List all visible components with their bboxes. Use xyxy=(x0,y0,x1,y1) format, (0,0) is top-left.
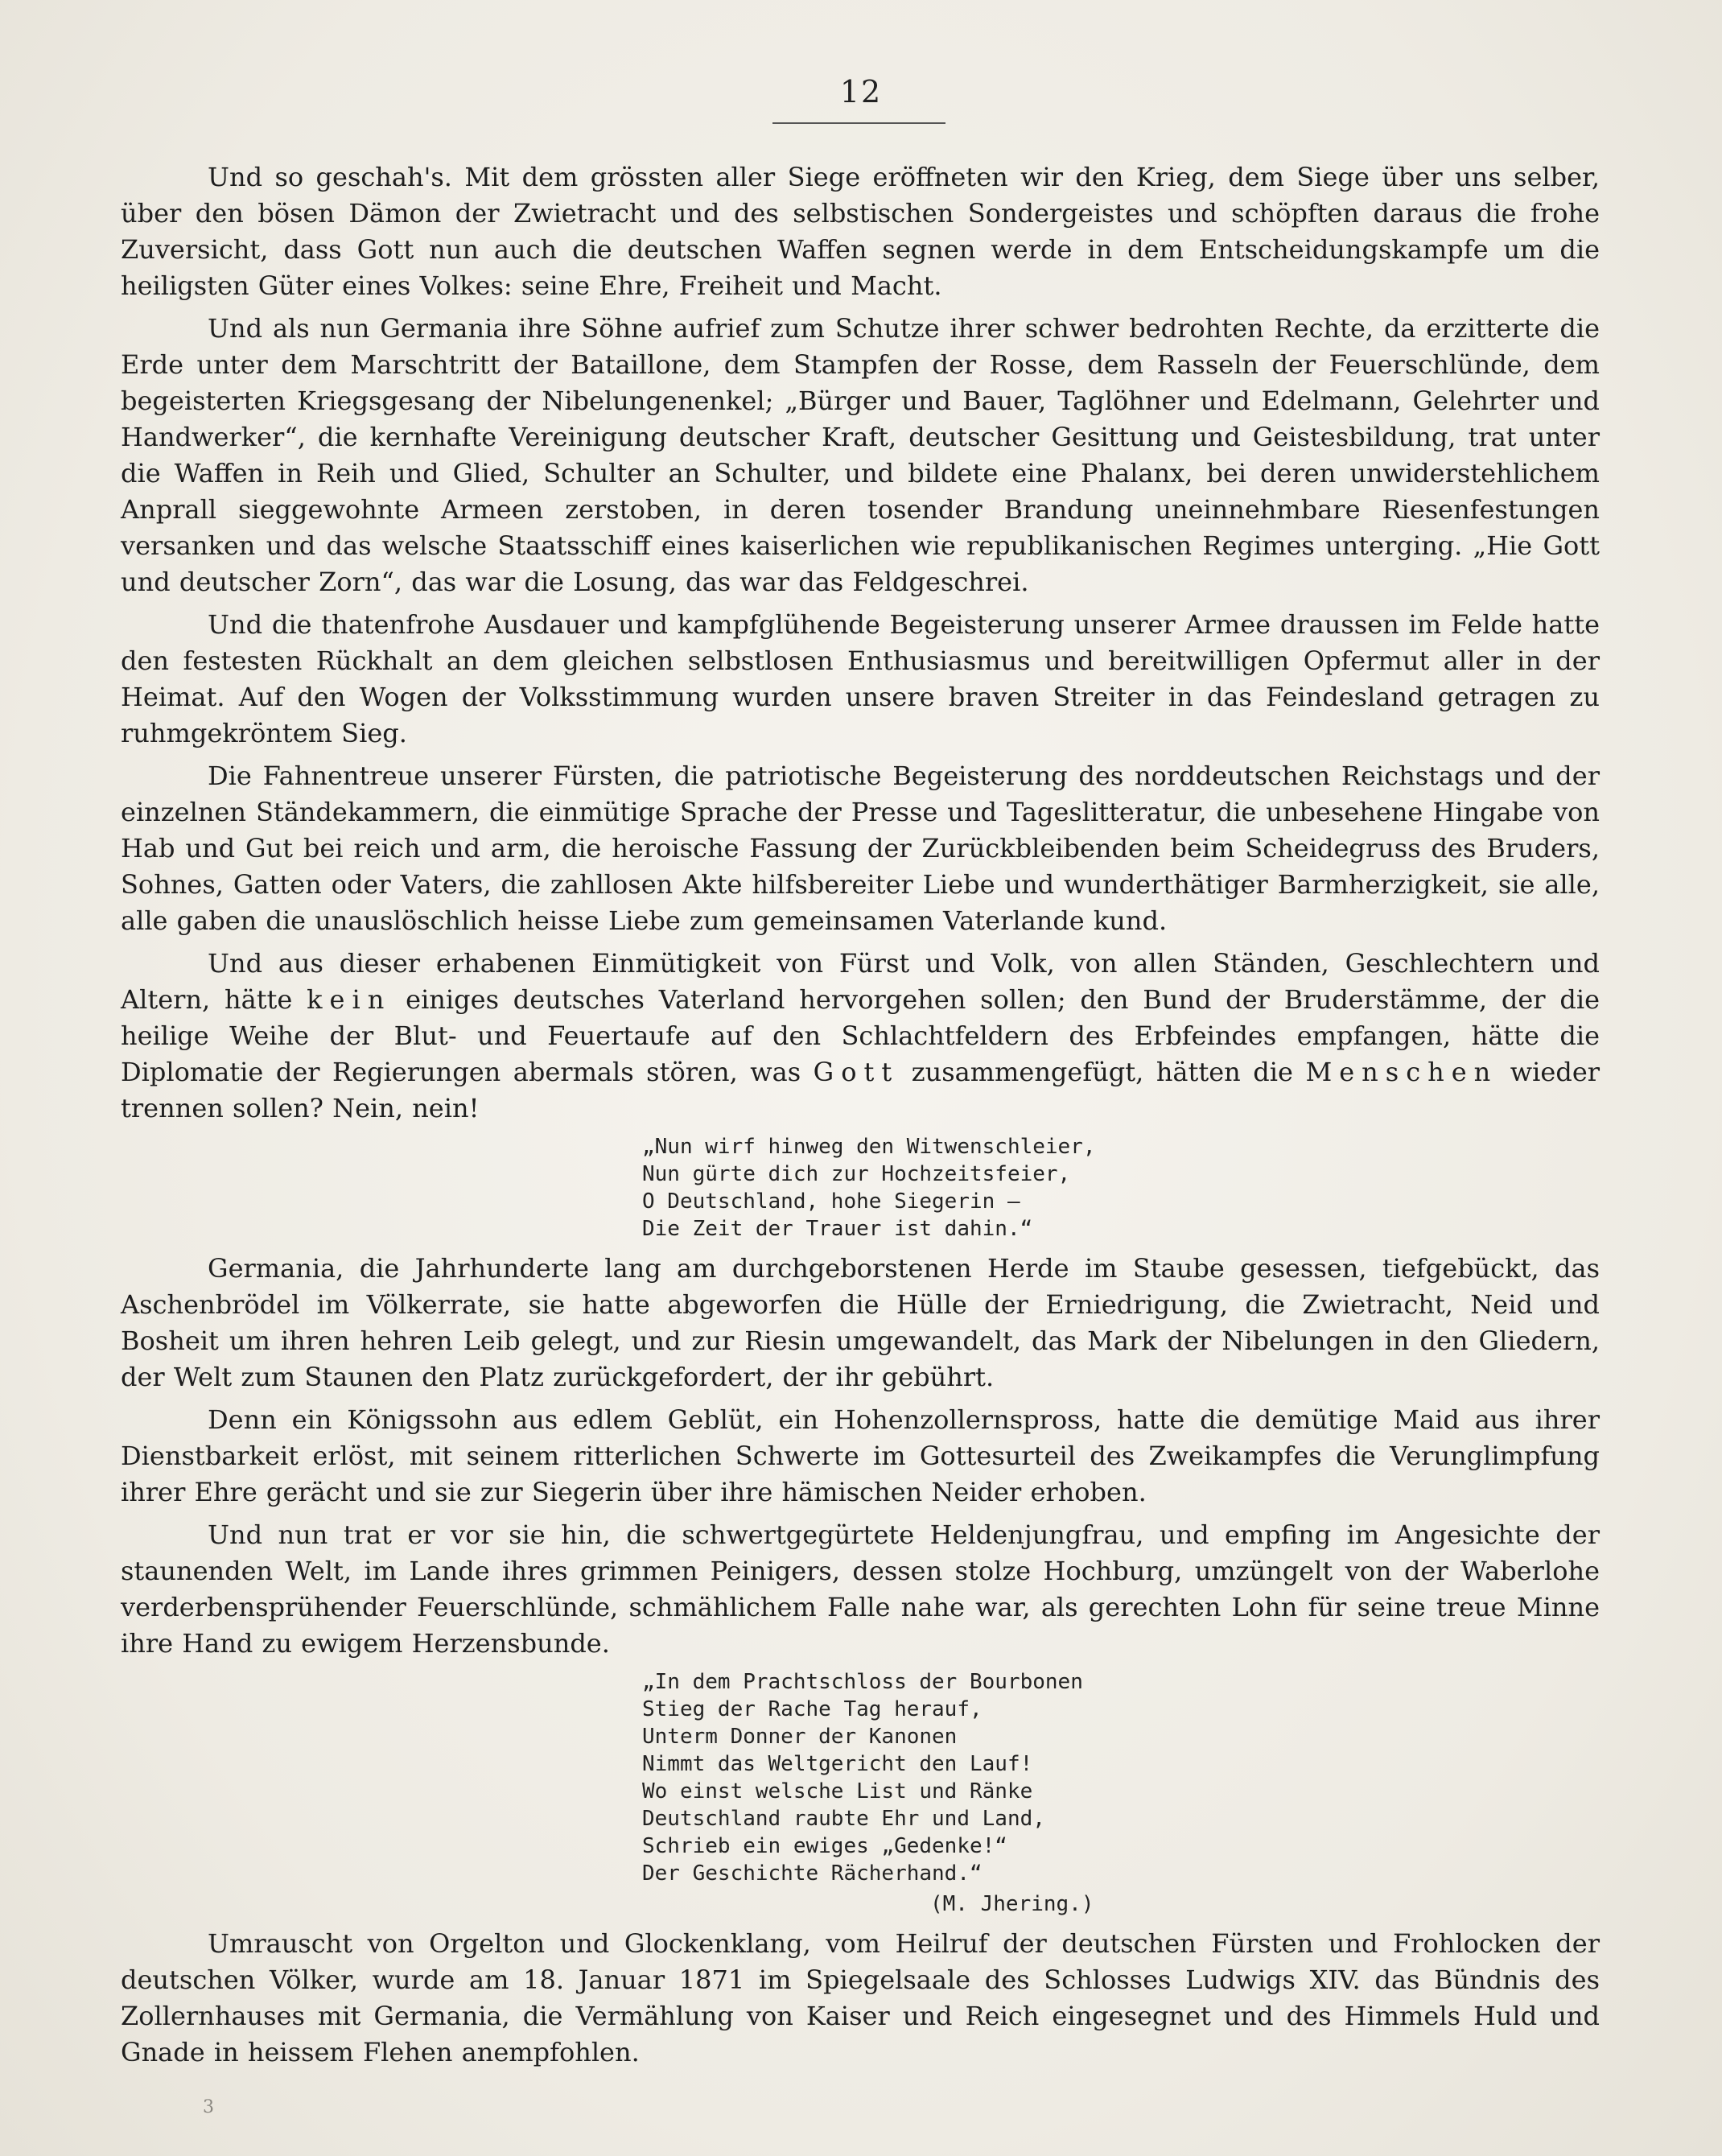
verse-2-line: „In dem Prachtschloss der Bourbonen xyxy=(642,1670,1083,1694)
emphasis-menschen: Menschen xyxy=(1305,1057,1498,1087)
verse-2-line: Nimmt das Weltgericht den Lauf! xyxy=(642,1752,1033,1776)
paragraph-5 xyxy=(121,946,1600,1127)
paragraph-9: Umrauscht von Orgelton und Glockenklang, vom Heilruf der deutschen Fürsten und Frohlocken der deutschen Völker, wurde am 18. Januar 1871 im Spiegelsaale des Schlosses Ludwigs XIV. das Bündnis des Zollernhauses mit Germania, die Vermählung von Kaiser und Reich eingesegnet und des Himmels Huld und Gnade in heissem Flehen anempfohlen. xyxy=(121,1928,1600,2067)
paragraph-5-part-b: einiges deutsches Vaterland hervorgehen sollen; den Bund der Bruderstämme, der die heilige Weihe der Blut- und Feuertaufe auf den Schlachtfeldern des Erbfeindes empfangen, hätte die Diplomatie der Regierungen abermals stören, was xyxy=(121,984,1600,1087)
paragraph-4: Die Fahnentreue unserer Fürsten, die patriotische Begeisterung des norddeutschen Reichstags und der einzelnen Ständekammern, die einmütige Sprache der Presse und Tageslitteratur, die unbesehene Hingabe von Hab und Gut bei reich und arm, die heroische Fassung der Zurückbleibenden beim Scheidegruss des Bruders, Sohnes, Gatten oder Vaters, die zahllosen Akte hilfsbereiter Liebe und wunderthätiger Barmherzigkeit, sie alle, alle gaben die unauslöschlich heisse Liebe zum gemeinsamen Vaterlande kund. xyxy=(121,761,1600,936)
paragraph-2: Und als nun Germania ihre Söhne aufrief zum Schutze ihrer schwer bedrohten Rechte, da erzitterte die Erde unter dem Marschtritt der Bataillone, dem Stampfen der Rosse, dem Rasseln der Feuerschlünde, dem begeisterten Kriegsgesang der Nibelungenenkel; „Bürger und Bauer, Taglöhner und Edelmann, Gelehrter und Handwerker“, die kernhafte Vereinigung deutscher Kraft, deutscher Gesittung und Geistesbildung, trat unter die Waffen in Reih und Glied, Schulter an Schulter, und bildete eine Phalanx, bei deren unwiderstehlichem Anprall sieggewohnte Armeen zerstoben, in deren tosender Brandung uneinnehmbare Riesenfestungen versanken und das welsche Staatsschiff eines kaiserlichen wie republikanischen Regimes unterging. „Hie Gott und deutscher Zorn“, das war die Losung, das war das Feldgeschrei. xyxy=(121,313,1600,597)
verse-1-line: Die Zeit der Trauer ist dahin.“ xyxy=(642,1217,1033,1241)
paragraph-6: Germania, die Jahrhunderte lang am durchgeborstenen Herde im Staube gesessen, tiefgebückt, das Aschenbrödel im Völkerrate, sie hatte abgeworfen die Hülle der Erniedrigung, die Zwietracht, Neid und Bosheit um ihren hehren Leib gelegt, und zur Riesin umgewandelt, das Mark der Nibelungen in den Gliedern, der Welt zum Staunen den Platz zurückgefordert, der ihr gebührt. xyxy=(121,1253,1600,1392)
paragraph-8: Und nun trat er vor sie hin, die schwertgegürtete Heldenjungfrau, und empfing im Angesichte der staunenden Welt, im Lande ihres grimmen Peinigers, dessen stolze Hochburg, umzüngelt von der Waberlohe verderbensprühender Feuerschlünde, schmählichem Falle nahe war, als gerechten Lohn für seine treue Minne ihre Hand zu ewigem Herzensbunde. xyxy=(121,1519,1600,1659)
verse-1-line: Nun gürte dich zur Hochzeitsfeier, xyxy=(642,1162,1071,1186)
page-number: 12 xyxy=(839,74,883,109)
paragraph-7: Denn ein Königssohn aus edlem Geblüt, ein Hohenzollernspross, hatte die demütige Maid aus ihrer Dienstbarkeit erlöst, mit seinem ritterlichen Schwerte im Gottesurteil des Zweikampfes die Verunglimpfung ihrer Ehre gerächt und sie zur Siegerin über ihre hämischen Neider erhoben. xyxy=(121,1404,1600,1507)
paragraph-5-part-d: wieder trennen sollen? Nein, nein! xyxy=(121,1057,1600,1123)
verse-2-line: Deutschland raubte Ehr und Land, xyxy=(642,1807,1045,1831)
verse-2-line: Schrieb ein ewiges „Gedenke!“ xyxy=(642,1834,1007,1858)
verse-2-line: Der Geschichte Rächerhand.“ xyxy=(642,1861,983,1886)
verse-2-line: Unterm Donner der Kanonen xyxy=(642,1725,958,1749)
paragraph-5-part-a: Und aus dieser erhabenen Einmütigkeit von Fürst und Volk, von allen Ständen, Geschlechtern und Altern, hätte xyxy=(121,948,1600,1015)
emphasis-kein: kein xyxy=(307,984,392,1015)
page-number-rule xyxy=(772,122,945,124)
verse-2-line: Wo einst welsche List und Ränke xyxy=(642,1779,1033,1804)
verse-quote-1 xyxy=(121,1133,1600,1243)
verse-quote-2 xyxy=(121,1668,1600,1918)
body-text xyxy=(121,159,1600,2077)
paragraph-3: Und die thatenfrohe Ausdauer und kampfglühende Begeisterung unserer Armee draussen im Felde hatte den festesten Rückhalt an dem gleichen selbstlosen Enthusiasmus und bereitwilligen Opfermut aller in der Heimat. Auf den Wogen der Volksstimmung wurden unsere braven Streiter in das Feindesland getragen zu ruhmgekröntem Sieg. xyxy=(121,609,1600,748)
verse-1-line: O Deutschland, hohe Siegerin — xyxy=(642,1189,1020,1214)
corner-mark: 3 xyxy=(203,2097,214,2117)
verse-2-line: Stieg der Rache Tag herauf, xyxy=(642,1697,983,1721)
paragraph-5-part-c: zusammengefügt, hätten die xyxy=(911,1057,1293,1087)
emphasis-gott: Gott xyxy=(813,1057,900,1087)
verse-1-line: „Nun wirf hinweg den Witwenschleier, xyxy=(642,1135,1096,1159)
paragraph-1: Und so geschah's. Mit dem grössten aller Siege eröffneten wir den Krieg, dem Siege über uns selber, über den bösen Dämon der Zwietracht und des selbstischen Sondergeistes und schöpften daraus die frohe Zuversicht, dass Gott nun auch die deutschen Waffen segnen werde in dem Entscheidungskampfe um die heiligsten Güter eines Volkes: seine Ehre, Freiheit und Macht. xyxy=(121,162,1600,301)
verse-attribution: (M. Jhering.) xyxy=(930,1892,1094,1916)
